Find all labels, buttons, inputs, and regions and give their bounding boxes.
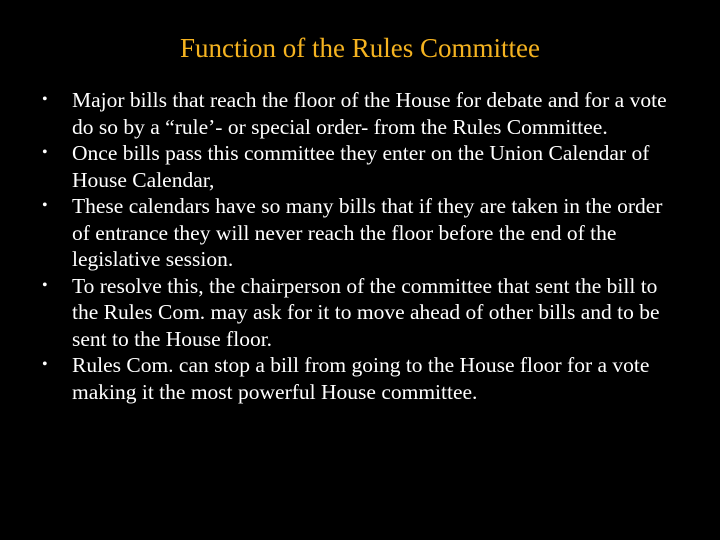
bullet-text: To resolve this, the chairperson of the committee that sent the bill to the Rules Com. may ask for it to move ahead of other bills and to be sent to the House floor. bbox=[72, 273, 660, 351]
bullet-item bbox=[42, 193, 682, 273]
bullet-item bbox=[42, 273, 682, 353]
bullet-text: These calendars have so many bills that if they are taken in the order of entrance they will never reach the floor before the end of the legislative session. bbox=[72, 194, 663, 271]
bullet-text: Major bills that reach the floor of the House for debate and for a vote do so by a “rule’- or special order- from the Rules Committee. bbox=[72, 88, 667, 139]
bullet-list bbox=[42, 87, 682, 405]
bullet-icon: • bbox=[42, 197, 48, 214]
bullet-text: Once bills pass this committee they enter on the Union Calendar of House Calendar, bbox=[72, 141, 650, 192]
bullet-text: Rules Com. can stop a bill from going to the House floor for a vote making it the most powerful House committee. bbox=[72, 353, 650, 404]
bullet-item bbox=[42, 140, 682, 193]
slide-title: Function of the Rules Committee bbox=[180, 33, 540, 63]
bullet-item bbox=[42, 87, 682, 140]
bullet-icon: • bbox=[42, 144, 48, 161]
bullet-icon: • bbox=[42, 276, 48, 294]
bullet-icon: • bbox=[42, 91, 48, 108]
bullet-item bbox=[42, 352, 682, 405]
bullet-icon: • bbox=[42, 356, 48, 373]
